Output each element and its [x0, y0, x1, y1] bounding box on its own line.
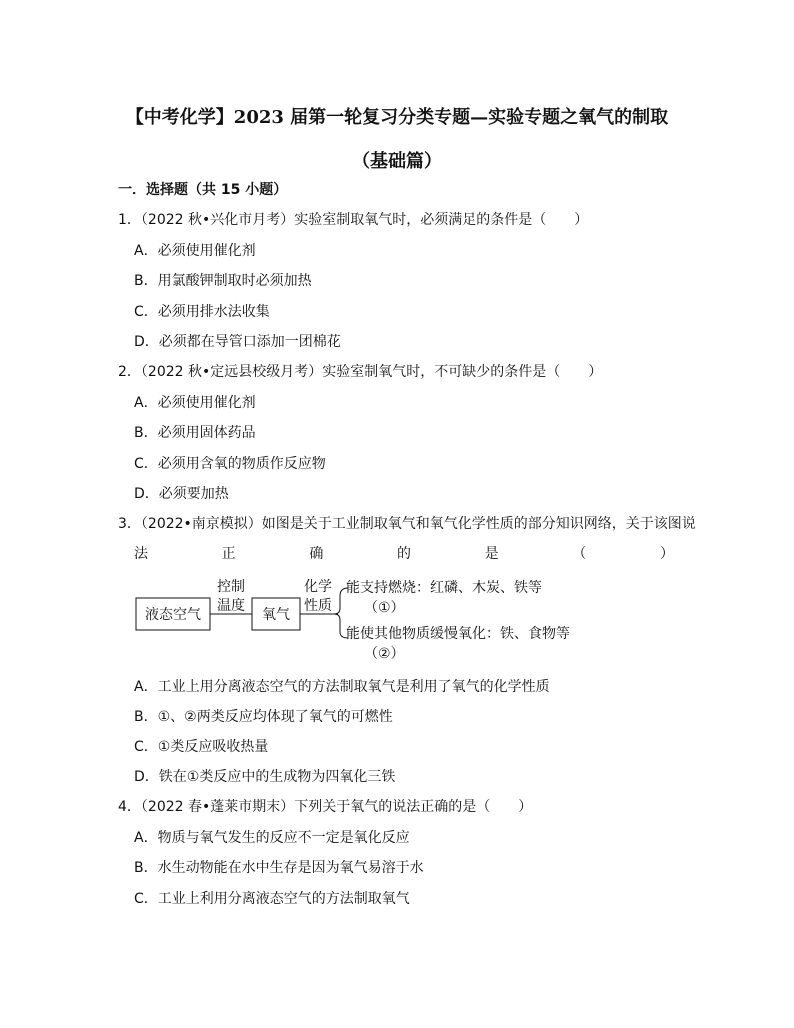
branch-2-label: 能使其他物质缓慢氧化：铁、食物等: [346, 626, 570, 642]
question-3-stem: 3．（2022•南京模拟）如图是关于工业制取氧气和氧气化学性质的部分知识网络，关于该图说: [118, 516, 696, 532]
section-heading: 一．选择题（共 15 小题）: [118, 182, 288, 198]
stem-char: 的: [396, 546, 411, 562]
stem-char: 法: [134, 546, 148, 562]
stem-char: （: [572, 546, 587, 562]
question-1-stem: 1．（2022 秋•兴化市月考）实验室制取氧气时，必须满足的条件是（ ）: [118, 212, 589, 228]
question-1-option-c: C．必须用排水法收集: [134, 304, 270, 320]
question-2-option-d: D．必须要加热: [134, 486, 229, 502]
question-4-stem: 4．（2022 春•蓬莱市期末）下列关于氧气的说法正确的是（ ）: [118, 799, 533, 815]
page-title: 【中考化学】2023 届第一轮复习分类专题—实验专题之氧气的制取: [125, 107, 669, 128]
question-2-option-b: B．必须用固体药品: [134, 425, 256, 441]
question-1-option-b: B．用氯酸钾制取时必须加热: [134, 273, 312, 289]
oxygen-knowledge-diagram: [134, 574, 614, 664]
question-3-stem-continuation: [134, 544, 674, 564]
question-2-stem: 2．（2022 秋•定远县校级月考）实验室制氧气时，不可缺少的条件是（ ）: [118, 364, 603, 380]
question-4-option-b: B．水生动物能在水中生存是因为氧气易溶于水: [134, 860, 424, 876]
question-4-option-a: A．物质与氧气发生的反应不一定是氧化反应: [134, 830, 410, 846]
branch-1-label: 能支持燃烧：红磷、木炭、铁等: [346, 580, 542, 596]
stem-char: 正: [221, 546, 236, 562]
stem-char: 确: [309, 546, 324, 562]
page-subtitle: （基础篇）: [352, 151, 442, 172]
arrow-1-bottom-label: 温度: [217, 598, 245, 614]
arrow-2-bottom-label: 性质: [304, 598, 332, 614]
stem-char: ）: [659, 546, 674, 562]
question-2-option-c: C．必须用含氧的物质作反应物: [134, 456, 326, 472]
question-3-option-c: C．①类反应吸收热量: [134, 739, 269, 755]
question-3-option-a: A．工业上用分离液态空气的方法制取氧气是利用了氧气的化学性质: [134, 679, 550, 695]
liquid-air-label: 液态空气: [145, 607, 201, 623]
arrow-2-top-label: 化学: [304, 579, 332, 595]
branch-1-tag: （①）: [364, 600, 405, 616]
stem-char: 是: [484, 546, 499, 562]
question-4-option-c: C．工业上利用分离液态空气的方法制取氧气: [134, 891, 410, 907]
question-3-option-d: D．铁在①类反应中的生成物为四氧化三铁: [134, 769, 396, 785]
branch-2-tag: （②）: [364, 646, 405, 662]
question-1-option-a: A．必须使用催化剂: [134, 243, 256, 259]
question-3-option-b: B．①、②两类反应均体现了氧气的可燃性: [134, 709, 393, 725]
oxygen-label: 氧气: [262, 607, 290, 623]
arrow-1-top-label: 控制: [217, 579, 245, 595]
question-1-option-d: D．必须都在导管口添加一团棉花: [134, 334, 341, 350]
question-2-option-a: A．必须使用催化剂: [134, 395, 256, 411]
